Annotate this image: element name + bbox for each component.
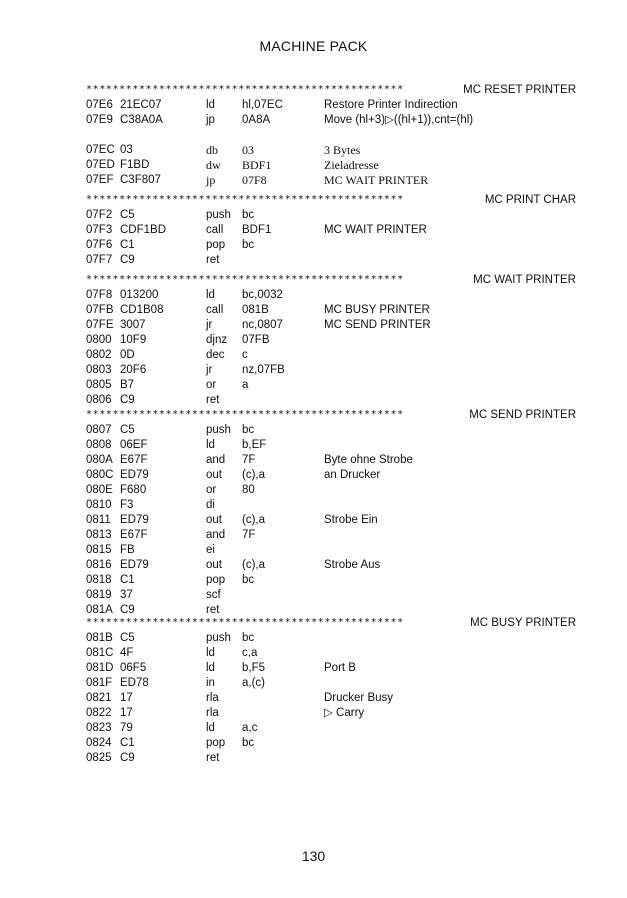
operand: BDF1: [242, 158, 272, 172]
opcode-bytes: C38A0A: [120, 114, 163, 126]
address: 0806: [86, 394, 112, 406]
operand: 07FB: [242, 334, 270, 346]
opcode-bytes: E67F: [120, 454, 148, 466]
code-line: [86, 676, 576, 691]
address: 0811: [86, 514, 111, 526]
section-label: MC WAIT PRINTER: [469, 272, 576, 288]
operand: bc: [242, 239, 255, 251]
mnemonic: jr: [206, 364, 213, 376]
mnemonic: out: [206, 559, 222, 571]
mnemonic: ld: [206, 722, 215, 734]
opcode-bytes: CD1B08: [120, 304, 164, 316]
operand: b,F5: [242, 662, 266, 674]
section-label: MC RESET PRINTER: [459, 82, 576, 98]
opcode-bytes: 10F9: [120, 334, 147, 346]
address: 081F: [86, 677, 113, 689]
code-line: [86, 158, 576, 173]
code-line: [86, 288, 576, 303]
opcode-bytes: 79: [120, 722, 133, 734]
address: 0813: [86, 529, 112, 541]
address: 07F7: [86, 254, 113, 266]
address: 0800: [86, 334, 112, 346]
comment: Restore Printer Indirection: [324, 99, 458, 111]
code-line: [86, 751, 576, 766]
code-line: [86, 173, 576, 188]
operand: bc: [242, 574, 255, 586]
mnemonic: call: [206, 224, 224, 236]
mnemonic: rla: [206, 707, 219, 719]
mnemonic: ld: [206, 662, 215, 674]
operand: 80: [242, 484, 255, 496]
address: 0805: [86, 379, 112, 391]
mnemonic: push: [206, 209, 231, 221]
mnemonic: pop: [206, 737, 226, 749]
comment: Byte ohne Strobe: [324, 454, 413, 466]
comment: an Drucker: [324, 469, 381, 481]
code-line: [86, 721, 576, 736]
mnemonic: jr: [206, 319, 213, 331]
operand: b,EF: [242, 439, 267, 451]
code-line: [86, 661, 576, 676]
address: 07FE: [86, 319, 114, 331]
address: 07F3: [86, 224, 113, 236]
code-line: [86, 393, 576, 408]
mnemonic: djnz: [206, 334, 228, 346]
mnemonic: dec: [206, 349, 225, 361]
address: 0816: [86, 559, 112, 571]
address: 0823: [86, 722, 112, 734]
opcode-bytes: 4F: [120, 647, 134, 659]
comment: MC BUSY PRINTER: [324, 304, 430, 316]
operand: 081B: [242, 304, 269, 316]
comment: MC SEND PRINTER: [324, 319, 431, 331]
star-rule: ************************************************: [86, 84, 404, 95]
address: 07F2: [86, 209, 113, 221]
opcode-bytes: 06EF: [120, 439, 148, 451]
operand: 7F: [242, 529, 256, 541]
address: 0802: [86, 349, 112, 361]
comment: Zieladresse: [324, 158, 379, 172]
code-line: [86, 543, 576, 558]
address: 080A: [86, 454, 113, 466]
section-label: MC PRINT CHAR: [481, 192, 576, 208]
address: 080C: [86, 469, 114, 481]
listing-section: [86, 192, 576, 268]
opcode-bytes: F1BD: [120, 159, 150, 171]
mnemonic: call: [206, 304, 224, 316]
opcode-bytes: 0D: [120, 349, 135, 361]
mnemonic: db: [206, 143, 218, 157]
code-line: [86, 528, 576, 543]
mnemonic: and: [206, 529, 226, 541]
section-separator: [86, 407, 576, 423]
opcode-bytes: 21EC07: [120, 99, 162, 111]
mnemonic: pop: [206, 574, 226, 586]
section-separator: [86, 82, 576, 98]
code-line: [86, 453, 576, 468]
operand: (c),a: [242, 514, 265, 526]
code-line: [86, 238, 576, 253]
operand: c: [242, 349, 248, 361]
opcode-bytes: C3F807: [120, 174, 161, 186]
mnemonic: out: [206, 469, 222, 481]
address: 0807: [86, 424, 112, 436]
star-rule: ************************************************: [86, 274, 404, 285]
listing-section: [86, 82, 576, 188]
page-number: 130: [301, 848, 326, 864]
address: 0821: [86, 692, 112, 704]
operand: (c),a: [242, 559, 265, 571]
code-line: [86, 498, 576, 513]
opcode-bytes: C1: [120, 574, 135, 586]
opcode-bytes: 20F6: [120, 364, 147, 376]
section-separator: [86, 272, 576, 288]
address: 07EF: [86, 174, 114, 186]
address: 07EC: [86, 144, 115, 156]
opcode-bytes: 37: [120, 589, 133, 601]
address: 07F8: [86, 289, 113, 301]
code-line: [86, 223, 576, 238]
opcode-bytes: 03: [120, 144, 133, 156]
code-line: [86, 573, 576, 588]
mnemonic: push: [206, 424, 231, 436]
opcode-bytes: C5: [120, 632, 135, 644]
opcode-bytes: ED78: [120, 677, 149, 689]
operand: a,(c): [242, 677, 265, 689]
comment: 3 Bytes: [324, 143, 361, 157]
address: 0815: [86, 544, 112, 556]
opcode-bytes: C9: [120, 254, 135, 266]
page-title: MACHINE PACK: [259, 38, 368, 54]
mnemonic: dw: [206, 158, 221, 172]
opcode-bytes: ED79: [120, 469, 149, 481]
mnemonic: ret: [206, 604, 220, 616]
address: 0819: [86, 589, 112, 601]
comment: Strobe Aus: [324, 559, 381, 571]
code-line: [86, 113, 576, 128]
operand: nc,0807: [242, 319, 283, 331]
address: 07FB: [86, 304, 114, 316]
listing-section: [86, 272, 576, 408]
mnemonic: rla: [206, 692, 219, 704]
opcode-bytes: 06F5: [120, 662, 147, 674]
opcode-bytes: ED79: [120, 514, 149, 526]
code-line: [86, 646, 576, 661]
comment: MC WAIT PRINTER: [324, 173, 429, 187]
address: 07E9: [86, 114, 113, 126]
comment: Strobe Ein: [324, 514, 378, 526]
code-line: [86, 318, 576, 333]
opcode-bytes: F3: [120, 499, 134, 511]
operand: 07F8: [242, 173, 267, 187]
section-label: MC BUSY PRINTER: [466, 615, 576, 631]
opcode-bytes: C9: [120, 394, 135, 406]
mnemonic: ld: [206, 439, 215, 451]
star-rule: ************************************************: [86, 617, 404, 628]
code-line: [86, 143, 576, 158]
operand: BDF1: [242, 224, 272, 236]
address: 081B: [86, 632, 113, 644]
code-line: [86, 98, 576, 113]
opcode-bytes: CDF1BD: [120, 224, 167, 236]
code-line: [86, 333, 576, 348]
address: 081A: [86, 604, 113, 616]
opcode-bytes: FB: [120, 544, 135, 556]
code-line: [86, 303, 576, 318]
mnemonic: out: [206, 514, 222, 526]
listing-section: [86, 615, 576, 766]
code-line: [86, 588, 576, 603]
code-line: [86, 423, 576, 438]
address: 0822: [86, 707, 112, 719]
mnemonic: ld: [206, 647, 215, 659]
opcode-bytes: C9: [120, 752, 135, 764]
address: 07ED: [86, 159, 115, 171]
code-line: [86, 468, 576, 483]
operand: 0A8A: [242, 114, 271, 126]
code-line: [86, 438, 576, 453]
address: 07F6: [86, 239, 113, 251]
comment: ▷ Carry: [324, 707, 365, 719]
address: 0825: [86, 752, 112, 764]
code-line: [86, 483, 576, 498]
mnemonic: ret: [206, 254, 220, 266]
section-separator: [86, 615, 576, 631]
code-line: [86, 706, 576, 721]
code-line: [86, 631, 576, 646]
opcode-bytes: F680: [120, 484, 147, 496]
opcode-bytes: 17: [120, 707, 133, 719]
address: 081C: [86, 647, 114, 659]
comment: Port B: [324, 662, 356, 674]
operand: bc: [242, 209, 255, 221]
opcode-bytes: 013200: [120, 289, 159, 301]
operand: a: [242, 379, 249, 391]
address: 080E: [86, 484, 113, 496]
opcode-bytes: B7: [120, 379, 135, 391]
opcode-bytes: C5: [120, 209, 135, 221]
opcode-bytes: C5: [120, 424, 135, 436]
mnemonic: in: [206, 677, 215, 689]
listing-section: [86, 407, 576, 618]
opcode-bytes: C1: [120, 239, 135, 251]
address: 0810: [86, 499, 112, 511]
operand: 03: [242, 143, 254, 157]
mnemonic: jp: [206, 173, 216, 187]
operand: a,c: [242, 722, 258, 734]
operand: nz,07FB: [242, 364, 285, 376]
mnemonic: ld: [206, 289, 215, 301]
operand: hl,07EC: [242, 99, 283, 111]
mnemonic: or: [206, 379, 217, 391]
code-line: [86, 558, 576, 573]
opcode-bytes: 17: [120, 692, 133, 704]
mnemonic: pop: [206, 239, 226, 251]
mnemonic: ei: [206, 544, 215, 556]
address: 0808: [86, 439, 112, 451]
code-line: [86, 348, 576, 363]
mnemonic: di: [206, 499, 215, 511]
address: 07E6: [86, 99, 113, 111]
comment: MC WAIT PRINTER: [324, 224, 427, 236]
opcode-bytes: ED79: [120, 559, 149, 571]
mnemonic: push: [206, 632, 231, 644]
mnemonic: or: [206, 484, 217, 496]
code-line: [86, 253, 576, 268]
mnemonic: jp: [206, 114, 215, 126]
blank-line: [86, 128, 576, 143]
star-rule: ************************************************: [86, 194, 404, 205]
code-line: [86, 208, 576, 223]
mnemonic: ret: [206, 752, 220, 764]
address: 0818: [86, 574, 112, 586]
mnemonic: and: [206, 454, 226, 466]
code-line: [86, 378, 576, 393]
code-line: [86, 736, 576, 751]
operand: c,a: [242, 647, 258, 659]
address: 0803: [86, 364, 112, 376]
section-label: MC SEND PRINTER: [465, 407, 576, 423]
code-line: [86, 513, 576, 528]
mnemonic: scf: [206, 589, 221, 601]
address: 0824: [86, 737, 112, 749]
mnemonic: ret: [206, 394, 220, 406]
operand: bc,0032: [242, 289, 283, 301]
operand: bc: [242, 737, 255, 749]
opcode-bytes: E67F: [120, 529, 148, 541]
section-separator: [86, 192, 576, 208]
code-line: [86, 363, 576, 378]
star-rule: ************************************************: [86, 409, 404, 420]
operand: (c),a: [242, 469, 265, 481]
mnemonic: ld: [206, 99, 215, 111]
comment: Move (hl+3)▷((hl+1)),cnt=(hl): [324, 114, 474, 126]
opcode-bytes: C9: [120, 604, 135, 616]
address: 081D: [86, 662, 114, 674]
code-line: [86, 691, 576, 706]
opcode-bytes: C1: [120, 737, 135, 749]
operand: bc: [242, 632, 255, 644]
comment: Drucker Busy: [324, 692, 394, 704]
operand: bc: [242, 424, 255, 436]
operand: 7F: [242, 454, 256, 466]
opcode-bytes: 3007: [120, 319, 146, 331]
